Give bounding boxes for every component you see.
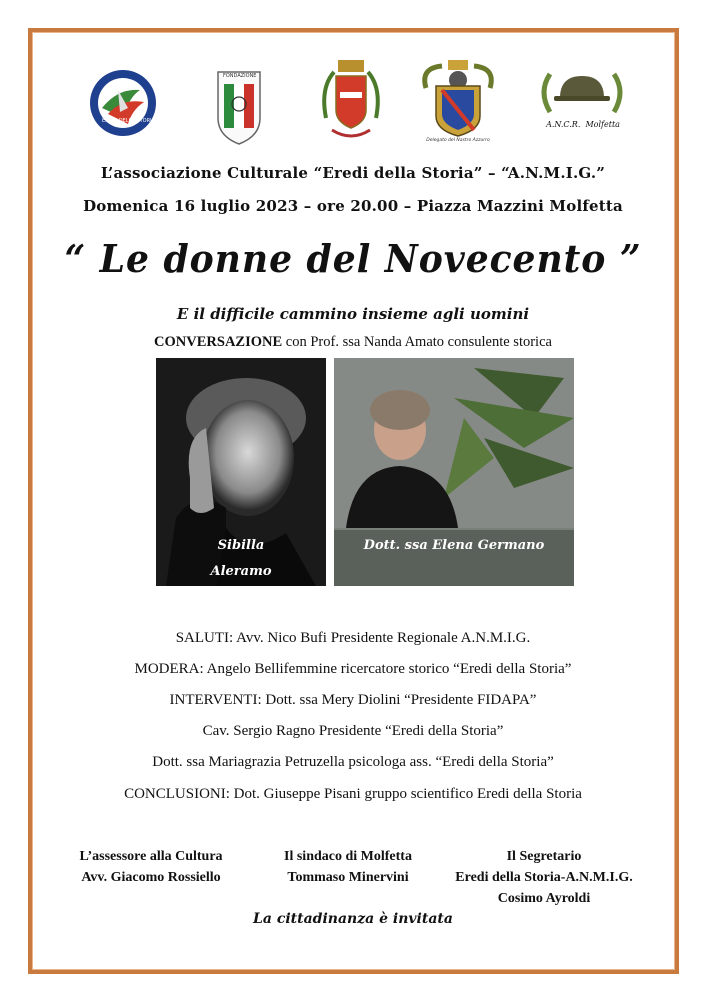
signature-segretario-name: Cosimo Ayroldi [497, 891, 591, 906]
signature-segretario [436, 846, 652, 909]
signature-segretario-org: Eredi della Storia-A.N.M.I.G. [455, 870, 633, 885]
logo-1-label: EREDI DELLA STORIA [102, 118, 155, 124]
logo-5-label: A.N.C.R. Molfetta [546, 120, 620, 129]
ancr-helmet-logo [530, 68, 634, 144]
caption-sibilla: Sibilla [217, 538, 265, 553]
logo-4-label: Delegato del Nastro Azzurro [426, 138, 490, 143]
program-speaker-ragno: Cav. Sergio Ragno Presidente “Eredi della Storia” [202, 723, 504, 739]
program-interventi: INTERVENTI: Dott. ssa Mery Diolini “Presidente FIDAPA” [169, 692, 537, 708]
conversation-line [0, 334, 706, 351]
photo-sibilla-aleramo [156, 358, 326, 586]
signature-sindaco-role: Il sindaco di Molfetta [284, 849, 412, 864]
caption-aleramo: Aleramo [210, 564, 272, 579]
event-title: “ Le donne del Novecento ” [64, 236, 642, 281]
signature-sindaco [258, 846, 438, 888]
program-saluti: SALUTI: Avv. Nico Bufi Presidente Regionale A.N.M.I.G. [175, 630, 531, 646]
header-line-1: L’associazione Culturale “Eredi della Storia” – “A.N.M.I.G.” [100, 164, 606, 182]
signature-assessore-role: L’assessore alla Cultura [79, 849, 223, 864]
signature-segretario-role: Il Segretario [506, 849, 582, 864]
logos-row [80, 58, 640, 148]
header-line-2: Domenica 16 luglio 2023 – ore 20.00 – Piazza Mazzini Molfetta [83, 197, 623, 215]
invitation-line: La cittadinanza è invitata [253, 911, 453, 927]
nastro-azzurro-logo [420, 58, 496, 148]
signature-assessore [56, 846, 246, 888]
signature-sindaco-name: Tommaso Minervini [287, 870, 409, 885]
logo-2-label: FONDAZIONE [223, 73, 257, 79]
program-conclusioni: CONCLUSIONI: Dot. Giuseppe Pisani gruppo scientifico Eredi della Storia [124, 786, 582, 802]
photo-elena-germano [334, 358, 574, 586]
event-subtitle: E il difficile cammino insieme agli uomini [176, 305, 530, 323]
conversation-lead: CONVERSAZIONE [154, 334, 283, 350]
conversation-rest: con Prof. ssa Nanda Amato consulente storica [282, 334, 552, 350]
molfetta-coat-of-arms [318, 58, 384, 148]
fondazione-shield-logo [214, 66, 264, 146]
program-speaker-petruzella: Dott. ssa Mariagrazia Petruzella psicologa ass. “Eredi della Storia” [152, 754, 554, 770]
signature-assessore-name: Avv. Giacomo Rossiello [81, 870, 221, 885]
eredi-della-storia-logo [88, 68, 158, 138]
caption-elena-germano: Dott. ssa Elena Germano [363, 538, 545, 553]
program-modera: MODERA: Angelo Bellifemmine ricercatore storico “Eredi della Storia” [134, 661, 572, 677]
